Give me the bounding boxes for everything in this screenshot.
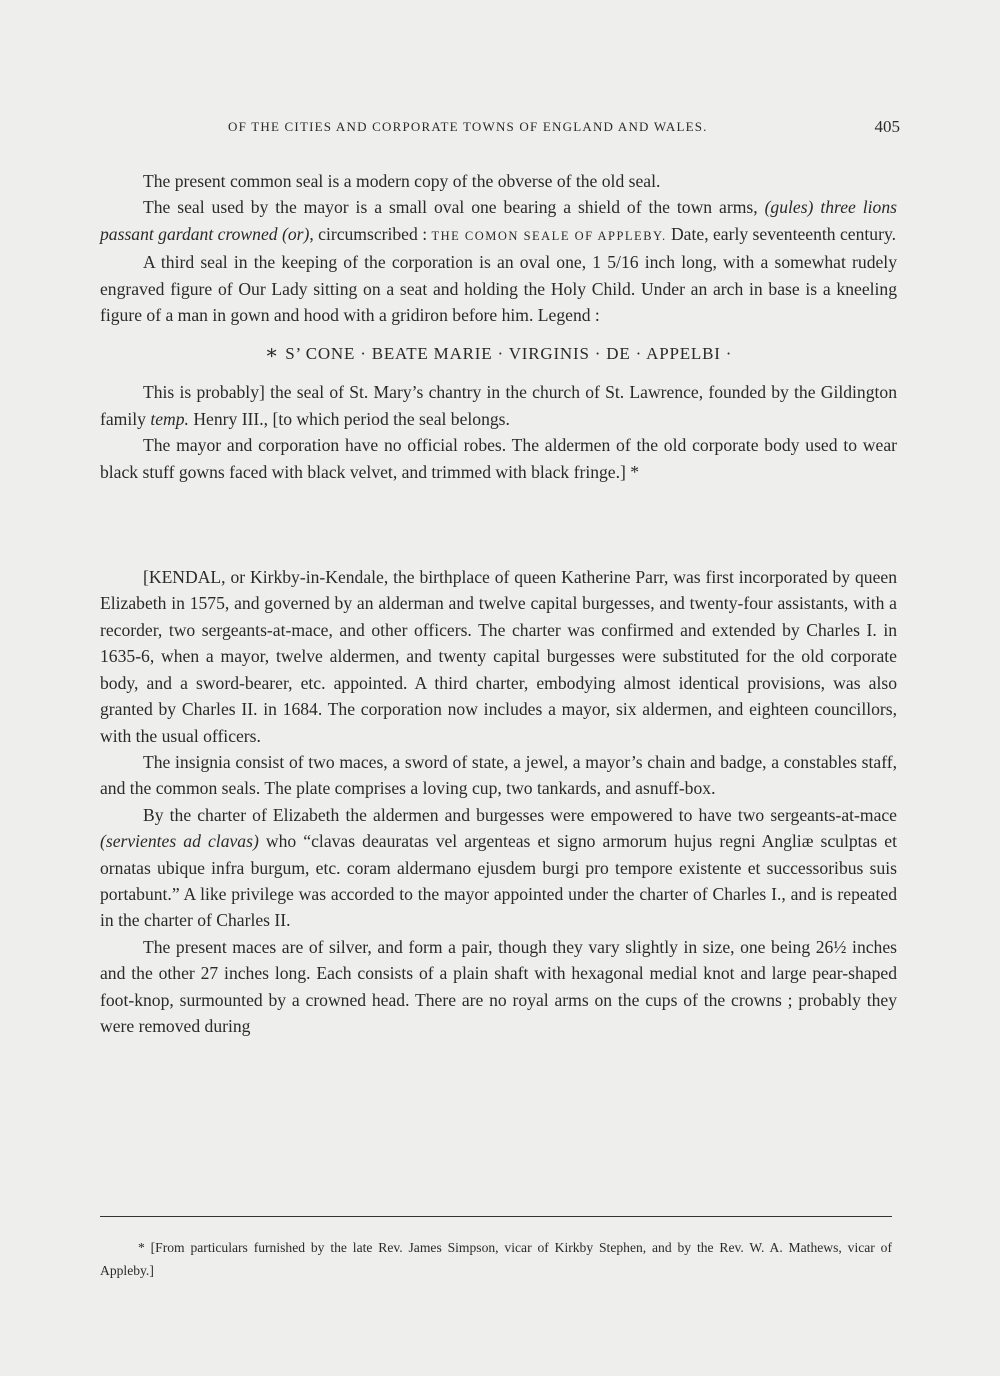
paragraph-text: The present maces are of silver, and form a pair, though they vary slightly in size, one being 26½ inches and the other 27 inches long. Each consists of a plain shaft with hexagonal medial knot and large pear-shaped foot-knop, surmounted by a crowned head. There are no royal arms on the cups of the crowns ; probably they were removed during (100, 936, 897, 1036)
footnote-rule (100, 1216, 892, 1217)
italic-term: temp. (150, 408, 189, 429)
paragraph-text: The mayor and corporation have no official robes. The aldermen of the old corporate body used to wear black stuff gowns faced with black velvet, and trimmed with black fringe.] * (100, 435, 897, 482)
paragraph-text: By the charter of Elizabeth the aldermen and burgesses were empowered to have two sergeants-at-mace (143, 804, 897, 825)
seal-inscription: THE COMON SEALE OF APPLEBY. (431, 228, 667, 243)
paragraph-text: , circumscribed : (309, 223, 432, 244)
paragraph (100, 168, 897, 194)
page-number: 405 (874, 117, 900, 136)
blazon-italic: (gules) three lions passant gardant crowned (or) (100, 197, 897, 244)
paragraph (100, 934, 897, 1040)
page-header (100, 119, 900, 141)
paragraph-text: The present common seal is a modern copy of the obverse of the old seal. (143, 171, 661, 191)
paragraph-text: Henry III., [to which period the seal belongs. (188, 408, 510, 429)
paragraph-text: who “clavas deauratas vel argenteas et signo armorum hujus regni Angliæ sculptas et ornatas ubique infra burgum, etc. coram aldermano ejusdem burgi pro tempore existente et successoribus suis portabunt.” A like privilege was accorded to the mayor appointed under the charter of Charles I., and is repeated in the charter of Charles II. (100, 831, 898, 931)
paragraph-text: A third seal in the keeping of the corporation is an oval one, 1 5/16 inch long, with a somewhat rudely engraved figure of Our Lady sitting on a seat and holding the Holy Child. Under an arch in base is a kneeling figure of a man in gown and hood with a gridiron before him. Legend : (100, 252, 897, 326)
paragraph-text: [KENDAL, or Kirkby-in-Kendale, the birthplace of queen Katherine Parr, was first incorporated by queen Elizabeth in 1575, and governed by an alderman and twelve capital burgesses, and twenty-four assistants, with a recorder, two sergeants-at-mace, and other officers. The charter was confirmed and extended by Charles I. in 1635-6, when a mayor, twelve aldermen, and twenty capital burgesses were substituted for the old corporate body, and a sword-bearer, etc. appointed. A third charter, embodying almost identical provisions, was also granted by Charles II. in 1684. The corporation now includes a mayor, six aldermen, and eighteen councillors, with the usual officers. (100, 567, 897, 746)
paragraph (100, 249, 897, 328)
paragraph (100, 194, 897, 249)
paragraph-text: The insignia consist of two maces, a sword of state, a jewel, a mayor’s chain and badge, a constables staff, and the common seals. The plate comprises a loving cup, two tankards, and asnuff-box. (100, 751, 897, 799)
paragraph (100, 749, 897, 802)
paragraph (100, 564, 897, 749)
body-text (100, 168, 897, 1039)
paragraph-text: The seal used by the mayor is a small oval one bearing a shield of the town arms, (143, 197, 765, 218)
paragraph-text: This is probably] the seal of St. Mary’s chantry in the church of St. Lawrence, founded by the Gildington family (100, 382, 897, 429)
section-break (100, 485, 897, 564)
star-icon: ∗ (264, 342, 280, 365)
paragraph (100, 379, 897, 432)
running-head: OF THE CITIES AND CORPORATE TOWNS OF ENGLAND AND WALES. (228, 119, 708, 134)
paragraph (100, 802, 897, 934)
footnote: * [From particulars furnished by the late Rev. James Simpson, vicar of Kirkby Stephen, and by the Rev. W. A. Mathews, vicar of Appleby.] (100, 1240, 892, 1278)
seal-legend (100, 340, 897, 367)
latin-italic: (servientes ad clavas) (100, 831, 259, 852)
paragraph-text: Date, early seventeenth century. (666, 223, 897, 244)
legend-text: S’ CONE · BEATE MARIE · VIRGINIS · DE · APPELBI · (285, 344, 733, 364)
paragraph (100, 432, 897, 485)
